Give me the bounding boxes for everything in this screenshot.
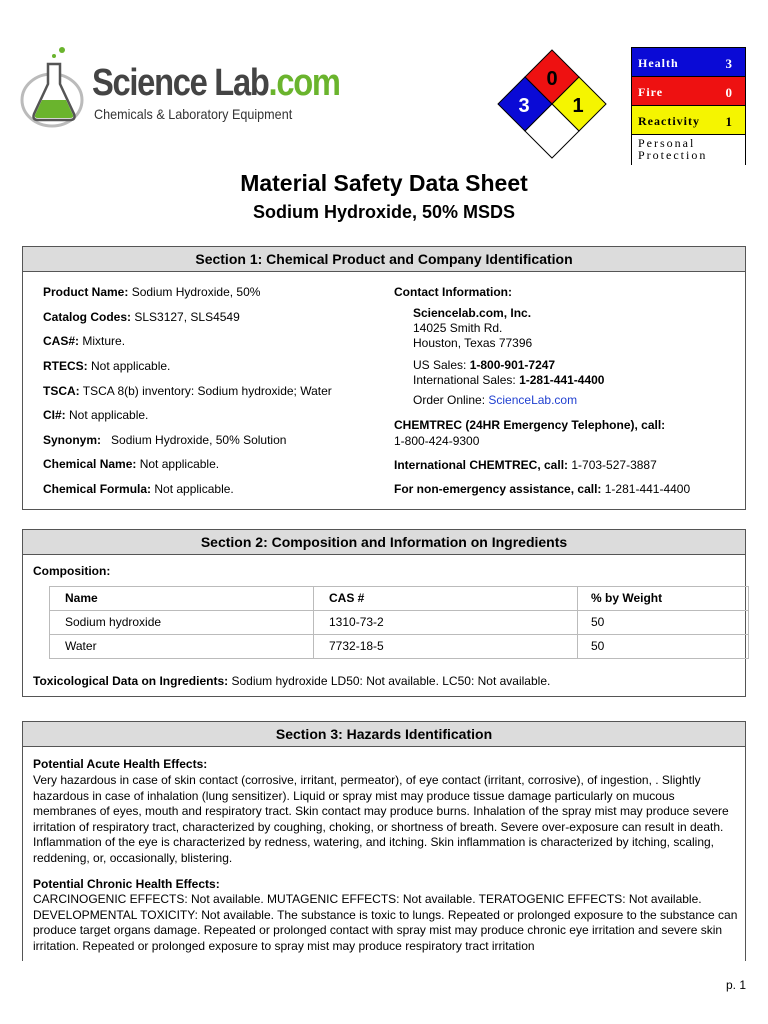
chronic-effects-label: Potential Chronic Health Effects: — [33, 877, 220, 891]
us-sales: US Sales: 1-800-901-7247 — [413, 358, 556, 372]
field-catalog-codes: Catalog Codes: SLS3127, SLS4549 — [43, 310, 240, 324]
nfpa-reactivity-value: 1 — [572, 95, 584, 117]
sciencelab-link[interactable]: ScienceLab.com — [488, 393, 578, 407]
nfpa-health-value: 3 — [518, 95, 530, 117]
field-ci: CI#: Not applicable. — [43, 408, 149, 422]
section-2-heading: Section 2: Composition and Information on Ingredients — [23, 530, 745, 555]
order-online: Order Online: ScienceLab.com — [413, 393, 578, 407]
column-header-name: Name — [65, 591, 98, 605]
section-2 — [22, 529, 746, 697]
company-address-line2: Houston, Texas 77396 — [413, 336, 533, 350]
sciencelab-logo — [18, 42, 340, 132]
chemtrec-phone: 1-800-424-9300 — [394, 434, 480, 448]
field-chemical-name: Chemical Name: Not applicable. — [43, 457, 220, 471]
table-cell: 50 — [591, 615, 605, 629]
hazard-row-health: Health 3 — [632, 48, 745, 77]
non-emergency-assistance: For non-emergency assistance, call: 1-281-441-4400 — [394, 482, 691, 496]
logo-wordmark: Science Lab.com — [92, 62, 340, 104]
field-chemical-formula: Chemical Formula: Not applicable. — [43, 482, 234, 496]
acute-effects-text: Very hazardous in case of skin contact (corrosive, irritant, permeator), of eye contact (irritant, corrosive), of ingestion, . Slightly hazardous in case of inhalation (lung sensitizer). Liquid or spray mist may produce tissue damage particularly on mucous membranes of eyes, mouth and respiratory tract. Skin contact may produce burns. Inhalation of the spray mist may produce severe irritation of respiratory tract, characterized by coughing, choking, or shortness of breath. Severe over-exposure can result in death. Inflammation of the eye is characterized by redness, watering, and itching. Skin inflammation is characterized by itching, scaling, reddening, or, occasionally, blistering. — [33, 773, 729, 865]
ingredients-table — [49, 586, 749, 658]
column-header-weight: % by Weight — [591, 591, 663, 605]
nfpa-fire-value: 0 — [546, 68, 558, 90]
hazard-rating-table — [631, 47, 746, 165]
chronic-effects-text: CARCINOGENIC EFFECTS: Not available. MUTAGENIC EFFECTS: Not available. TERATOGENIC EFFECTS: Not available. DEVELOPMENTAL TOXICITY: Not available. The substance is toxic to lungs. Repeated or prolonged exposure to the substance can produce target organs damage. Repeated or prolonged contact with spray mist may produce chronic eye irritation and severe skin irritation. Repeated or prolonged exposure to spray mist may produce respiratory tract irritation — [33, 892, 738, 953]
field-product-name: Product Name: Sodium Hydroxide, 50% — [43, 285, 261, 299]
toxicological-data: Toxicological Data on Ingredients: Sodium hydroxide LD50: Not available. LC50: Not available. — [33, 674, 551, 688]
table-cell: 7732-18-5 — [329, 639, 384, 653]
column-header-cas: CAS # — [329, 591, 365, 605]
field-rtecs: RTECS: Not applicable. — [43, 359, 171, 373]
logo-tagline: Chemicals & Laboratory Equipment — [94, 106, 293, 122]
section-1 — [22, 246, 746, 510]
hazard-row-fire: Fire 0 — [632, 77, 745, 106]
composition-label: Composition: — [33, 564, 111, 578]
nfpa-diamond — [496, 48, 608, 166]
acute-effects-label: Potential Acute Health Effects: — [33, 757, 208, 771]
section-1-heading: Section 1: Chemical Product and Company Identification — [23, 247, 745, 272]
section-3-heading: Section 3: Hazards Identification — [23, 722, 745, 747]
document-subtitle: Sodium Hydroxide, 50% MSDS — [252, 202, 516, 222]
international-sales: International Sales: 1-281-441-4400 — [413, 373, 605, 387]
hazard-row-reactivity: Reactivity 1 — [632, 106, 745, 135]
field-tsca: TSCA: TSCA 8(b) inventory: Sodium hydroxide; Water — [43, 384, 332, 398]
field-synonym: Synonym: Sodium Hydroxide, 50% Solution — [43, 433, 287, 447]
international-chemtrec: International CHEMTREC, call: 1-703-527-3887 — [394, 458, 657, 472]
hazard-row-personal-protection: Personal Protection — [632, 135, 745, 165]
company-address-line1: 14025 Smith Rd. — [413, 321, 503, 335]
company-name: Sciencelab.com, Inc. — [413, 306, 532, 320]
table-cell: 50 — [591, 639, 605, 653]
table-cell: Sodium hydroxide — [65, 615, 162, 629]
table-cell: 1310-73-2 — [329, 615, 384, 629]
chemtrec-label: CHEMTREC (24HR Emergency Telephone), call: — [394, 418, 666, 432]
document-title: Material Safety Data Sheet — [240, 170, 528, 196]
flask-icon — [18, 42, 98, 132]
page-number: p. 1 — [725, 978, 746, 992]
section-3 — [22, 721, 746, 961]
table-cell: Water — [65, 639, 97, 653]
field-cas: CAS#: Mixture. — [43, 334, 126, 348]
contact-info-label: Contact Information: — [394, 285, 512, 299]
